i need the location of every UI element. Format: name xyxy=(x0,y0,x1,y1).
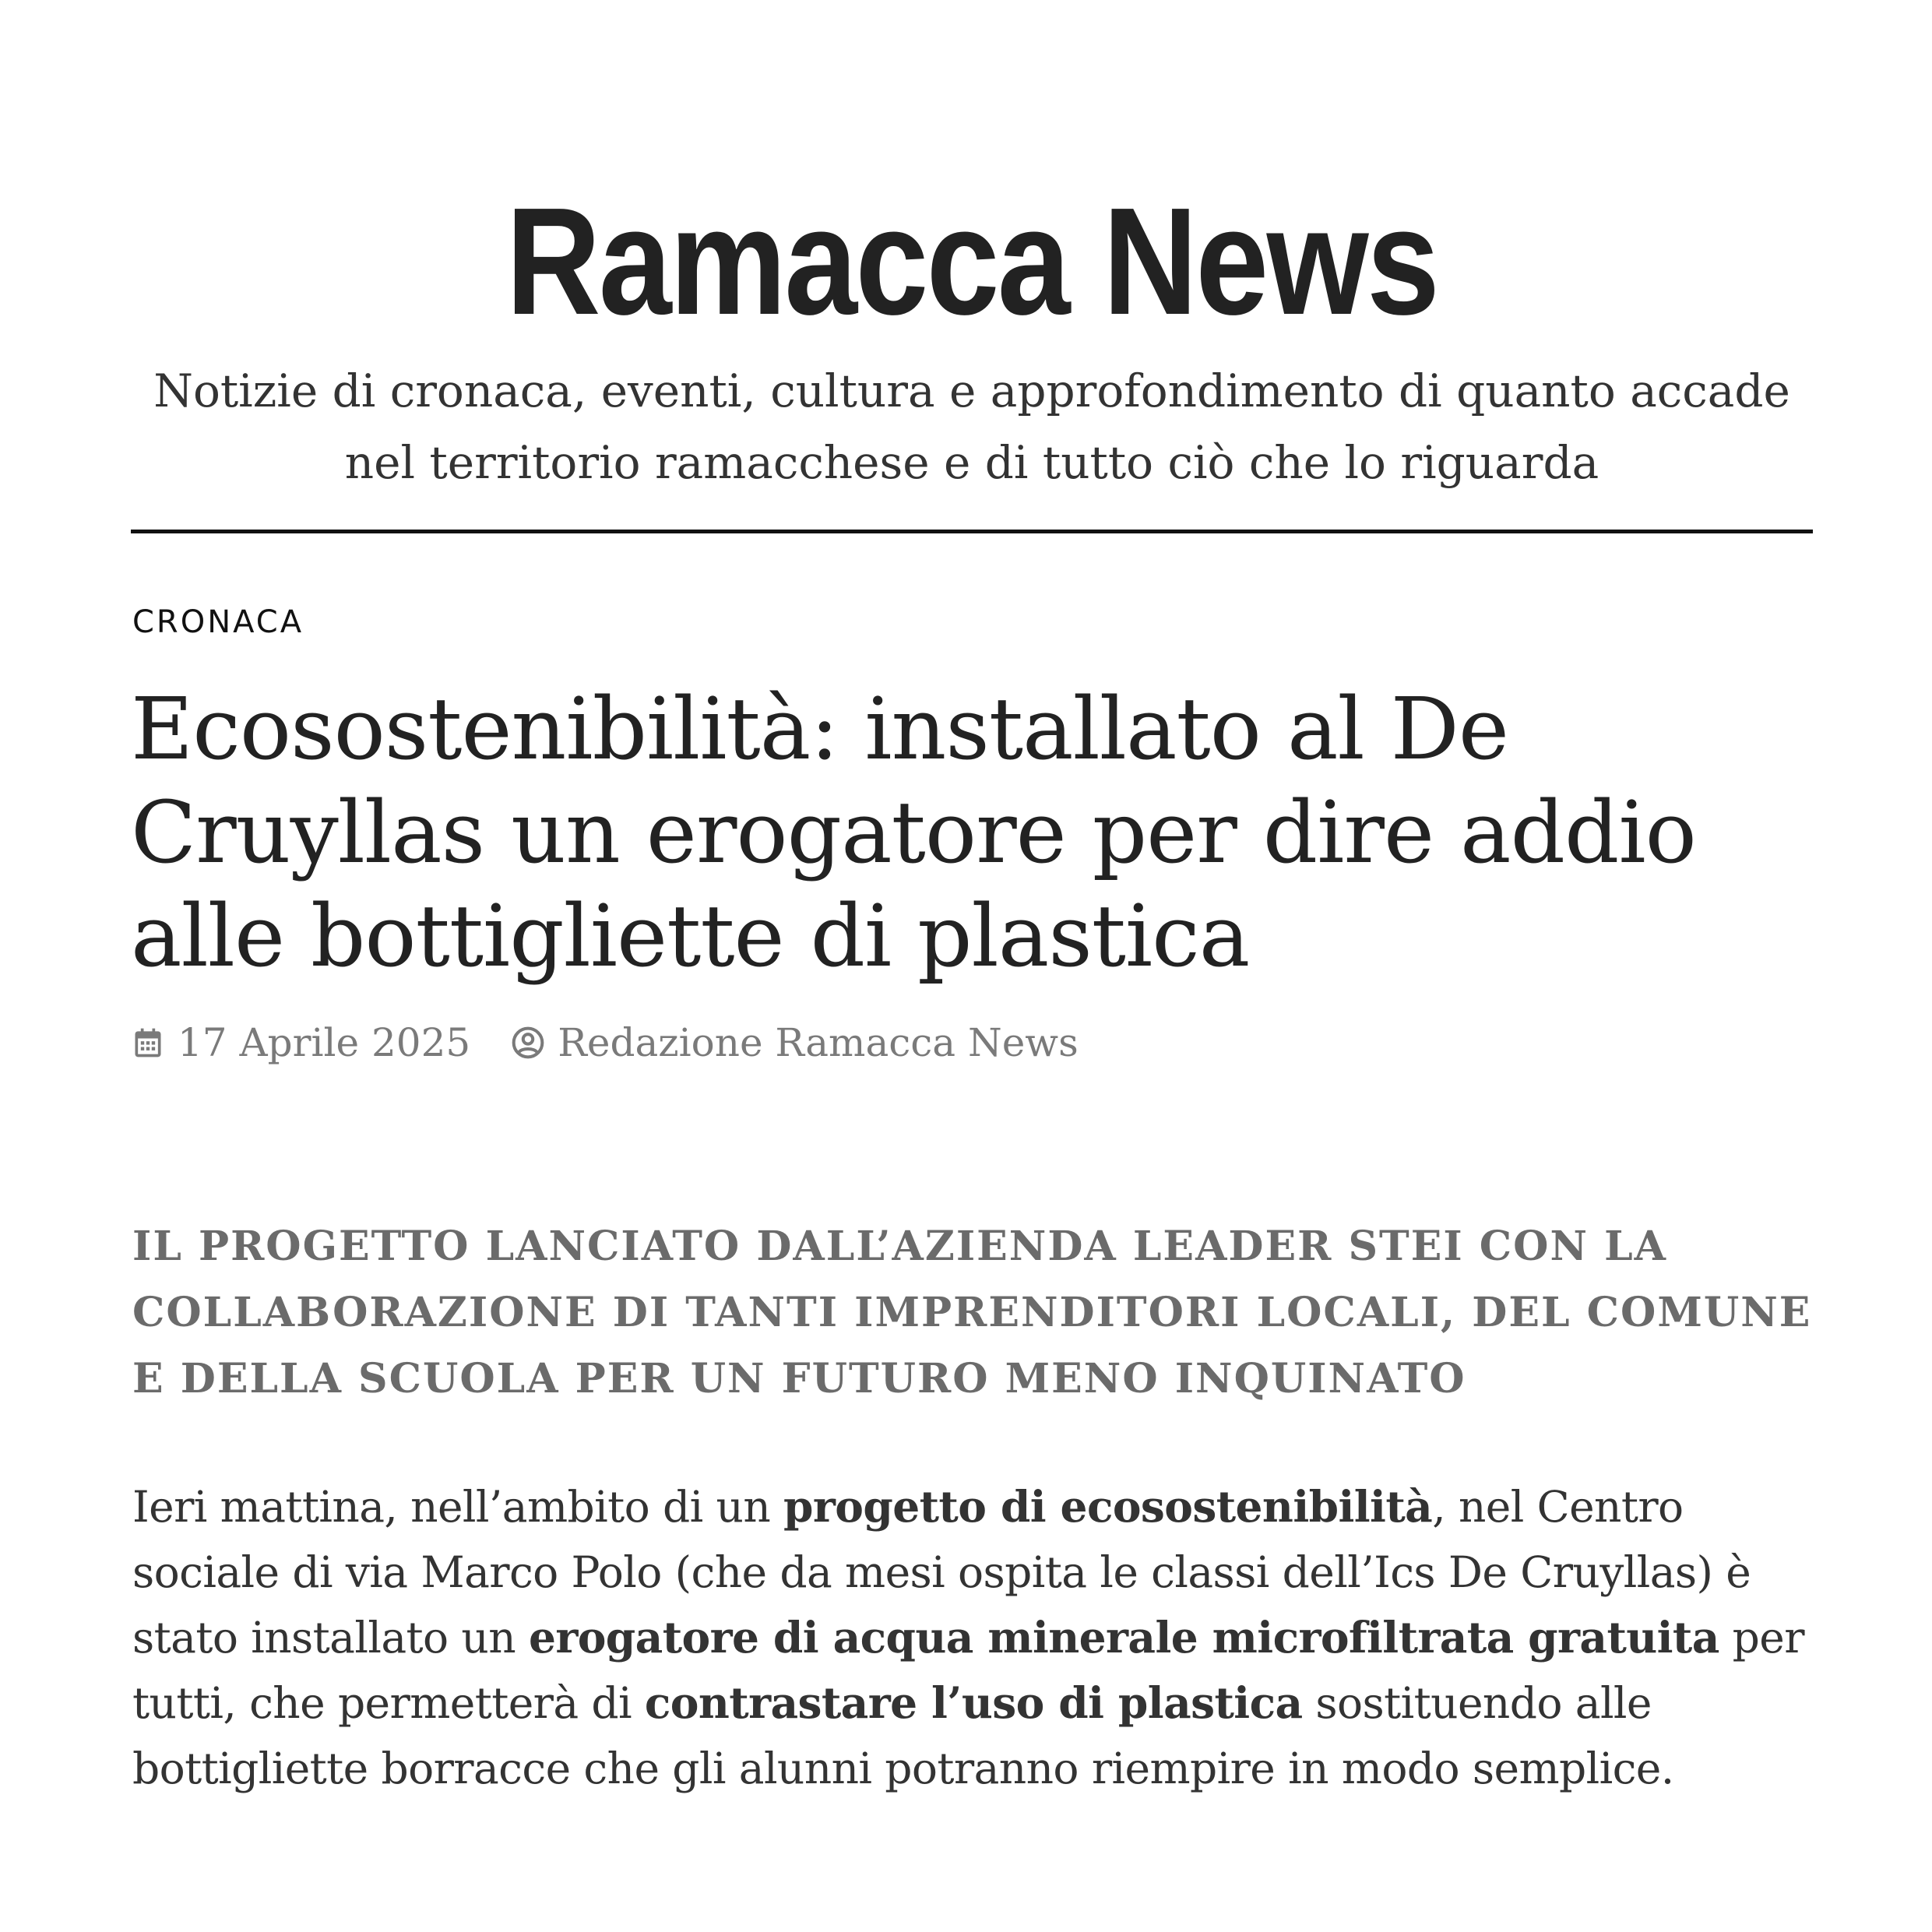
article-date[interactable] xyxy=(131,1020,470,1065)
article-author-text: Redazione Ramacca News xyxy=(558,1020,1079,1065)
site-tagline: Notizie di cronaca, eventi, cultura e approfondimento di quanto accade nel territorio ramacchese e di tutto ciò che lo riguarda xyxy=(153,364,1790,489)
header-divider xyxy=(131,530,1813,533)
article-body-paragraph xyxy=(132,1474,1822,1801)
site-title[interactable]: Ramacca News xyxy=(505,176,1438,347)
article-date-text: 17 Aprile 2025 xyxy=(178,1020,471,1065)
body-bold-segment: contrastare l’uso di plastica xyxy=(644,1677,1303,1728)
article-subheading: IL PROGETTO LANCIATO DALL’AZIENDA LEADER STEI CON LA COLLABORAZIONE DI TANTI IMPRENDITORI LOCALI, DEL COMUNE E DELLA SCUOLA PER UN FUTURO MENO INQUINATO xyxy=(132,1223,1812,1402)
body-text-segment: sostituendo alle bottigliette borracce che gli alunni potranno riempire in modo semplice. xyxy=(132,1678,1674,1793)
user-circle-icon xyxy=(511,1026,545,1060)
category-link[interactable]: CRONACA xyxy=(132,604,304,640)
article-meta xyxy=(131,1020,1079,1065)
site-header xyxy=(131,0,1813,498)
article-title: Ecosostenibilità: installato al De Cruyllas un erogatore per dire addio alle bottigliette di plastica xyxy=(131,679,1696,986)
page xyxy=(131,0,1813,1793)
body-bold-segment: progetto di ecosostenibilità xyxy=(783,1481,1433,1532)
body-bold-segment: erogatore di acqua minerale microfiltrata gratuita xyxy=(528,1612,1719,1663)
calendar-icon xyxy=(131,1026,165,1060)
article-author[interactable] xyxy=(511,1020,1079,1065)
body-text-segment: , nel Centro sociale di via Marco Polo (che da mesi ospita le classi dell’Ics De Cruyllas) è stato installato un xyxy=(132,1482,1751,1663)
body-text-segment: Ieri mattina, nell’ambito di un xyxy=(132,1482,784,1532)
body-text-segment: per tutti, che permetterà di xyxy=(132,1613,1804,1728)
